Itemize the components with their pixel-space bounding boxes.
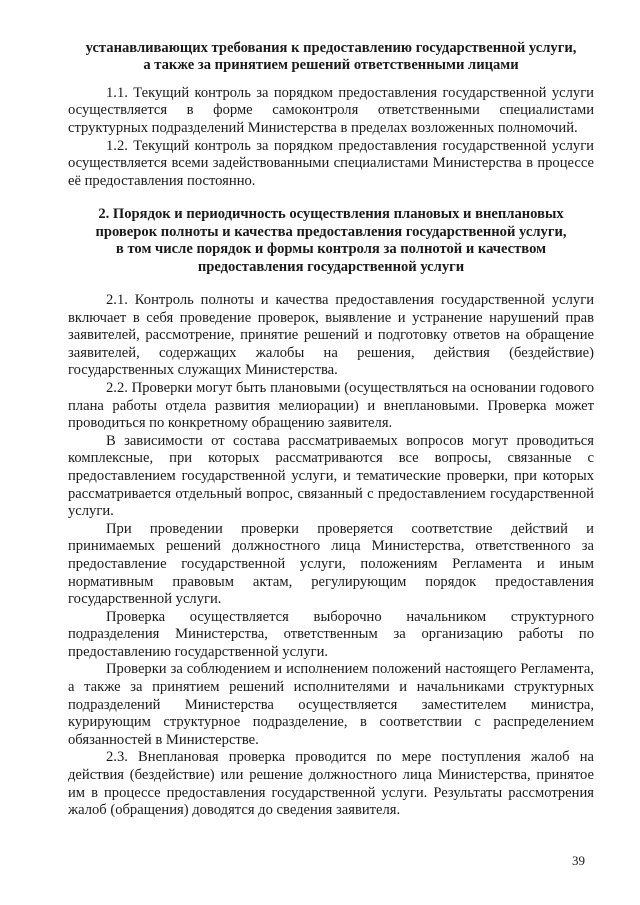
paragraph: Проверки за соблюдением и исполнением положений настоящего Регламента, а также за принятием решений исполнителями и начальниками структурных подразделений Министерства осуществляется заместителем министра, курирующим структурное подразделение, в соответствии с распределением обязанностей в Министерстве. — [68, 661, 594, 748]
paragraph: 2.1. Контроль полноты и качества предоставления государственной услуги включает в себя проведение проверок, выявление и устранение нарушений прав заявителей, рассмотрение, принятие решений и подготовку ответов на обращение заявителей, содержащих жалобы на решения, действия (бездействие) государственных служащих Министерства. — [68, 292, 594, 379]
heading-line: предоставления государственной услуги — [197, 258, 465, 275]
paragraph: 2.2. Проверки могут быть плановыми (осуществляться на основании годового плана работы отдела развития мелиорации) и внеплановыми. Проверка может проводиться по конкретному обращению заявителя. — [68, 379, 594, 432]
heading-line: а также за принятием решений ответственными лицами — [143, 57, 519, 74]
heading-line: в том числе порядок и формы контроля за полнотой и качеством — [115, 241, 547, 258]
heading-line: устанавливающих требования к предоставлению государственной услуги, — [85, 40, 577, 56]
heading-line: 2. Порядок и периодичность осуществления плановых и внеплановых — [98, 206, 564, 223]
heading-line: проверок полноты и качества предоставления государственной услуги, — [95, 223, 567, 240]
paragraph: При проведении проверки проверяется соответствие действий и принимаемых решений должностного лица Министерства, ответственного за предоставление государственной услуги, положениям Регламента и иным нормативным правовым актам, регулирующим порядок предоставления государственной услуги. — [68, 520, 594, 608]
section-heading-1 — [68, 40, 594, 75]
paragraph: В зависимости от состава рассматриваемых вопросов могут проводиться комплексные, при которых рассматриваются все вопросы, связанные с предоставлением государственной услуги, и тематические проверки, при которых рассматривается отдельный вопрос, связанный с предоставлением государственной услуги. — [68, 432, 594, 520]
paragraph: 1.1. Текущий контроль за порядком предоставления государственной услуги осуществляется в форме самоконтроля ответственными специалистами структурных подразделений Министерства в пределах возложенных полномочий. — [68, 84, 594, 136]
paragraph: Проверка осуществляется выборочно начальником структурного подразделения Министерства, ответственным за организацию работы по предоставлению государственной услуги. — [68, 608, 594, 660]
page-number: 39 — [572, 853, 585, 868]
section-heading-2 — [68, 206, 594, 276]
paragraph: 1.2. Текущий контроль за порядком предоставления государственной услуги осуществляется всеми задействованными специалистами Министерства в процессе её предоставления постоянно. — [68, 137, 594, 189]
paragraph: 2.3. Внеплановая проверка проводится по мере поступления жалоб на действия (бездействие) или решение должностного лица Министерства, принятое им в процессе предоставления государственной услуги. Результаты рассмотрения жалоб (обращения) доводятся до сведения заявителя. — [68, 749, 594, 819]
page-content — [68, 40, 594, 820]
